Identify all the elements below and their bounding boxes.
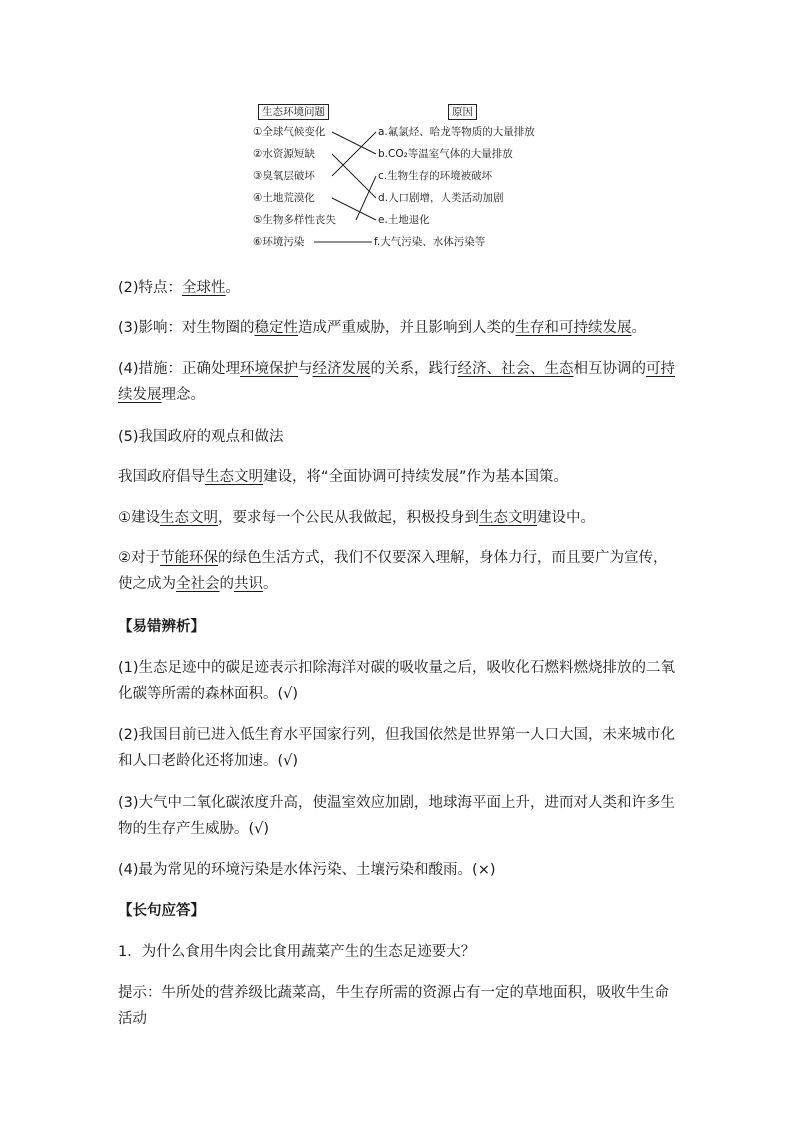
problem-cause-matching-diagram <box>250 100 550 260</box>
text: ①建设 <box>118 510 160 526</box>
underlined-term: 全社会 <box>176 576 220 592</box>
line-4-e <box>332 198 376 220</box>
underlined-term: 共识 <box>234 576 263 592</box>
problems-header: 生态环境问题 <box>258 104 329 120</box>
underlined-term: 生态文明 <box>479 510 537 526</box>
underlined-term: 全球性 <box>182 280 226 296</box>
text: (4)措施：正确处理 <box>118 361 241 377</box>
underlined-term: 经济、社会、生态 <box>457 361 574 377</box>
policy-paragraph <box>118 464 678 490</box>
impact-paragraph <box>118 315 678 341</box>
underlined-term: 生态文明 <box>205 469 263 485</box>
text: 相互协调的 <box>573 361 647 377</box>
text: 建设，将“全面协调可持续发展”作为基本国策。 <box>263 469 569 485</box>
underlined-term: 节能环保 <box>160 550 218 566</box>
problem-6: ⑥环境污染 <box>253 236 305 248</box>
underlined-term: 稳定性 <box>254 320 299 336</box>
error-item-2: (2)我国目前已进入低生育水平国家行列，但我国依然是世界第一人口大国，未来城市化和人口老龄化还将加速。(√) <box>118 727 676 769</box>
text: 。 <box>631 320 647 336</box>
problem-5: ⑤生物多样性丧失 <box>253 214 336 226</box>
line-5-c <box>356 176 376 220</box>
cause-b: b.CO₂等温室气体的大量排放 <box>378 148 513 160</box>
text: 造成严重威胁，并且影响到人类的 <box>298 320 516 336</box>
cause-c: c.生物生存的环境被破坏 <box>378 170 493 182</box>
text: 的 <box>219 576 234 592</box>
long-answer-heading: 【长句应答】 <box>118 903 205 919</box>
feature-paragraph <box>118 275 678 301</box>
text: 。 <box>263 576 278 592</box>
error-item-1: (1)生态足迹中的碳足迹表示扣除海洋对碳的吸收量之后，吸收化石燃料燃烧排放的二氧化碳等所需的森林面积。(√) <box>118 660 676 702</box>
underlined-term: 生存和可持续发展 <box>515 320 632 336</box>
cause-d: d.人口剧增，人类活动加剧 <box>378 192 504 204</box>
text: 的绿色生活方式，我们不仅要深入理解，身体力行，而且要广为宣传，使之成为 <box>118 550 668 592</box>
text: 与 <box>298 361 313 377</box>
measures-paragraph <box>118 356 678 408</box>
underlined-term: 生态文明 <box>160 510 218 526</box>
line-1-b <box>332 132 376 154</box>
answer-1: 提示：牛所处的营养级比蔬菜高，牛生存所需的资源占有一定的草地面积，吸收牛生命活动 <box>118 985 669 1027</box>
error-analysis-heading: 【易错辨析】 <box>118 619 205 635</box>
problem-3: ③臭氧层破坏 <box>253 170 315 182</box>
error-item-3: (3)大气中二氧化碳浓度升高，使温室效应加剧，地球海平面上升，进而对人类和许多生物的生存产生威胁。(√) <box>118 795 676 837</box>
underlined-term: 环境保护 <box>240 361 299 377</box>
green-lifestyle-paragraph <box>118 545 678 597</box>
cause-e: e.土地退化 <box>378 214 430 226</box>
government-heading: (5)我国政府的观点和做法 <box>118 429 284 445</box>
text: ②对于 <box>118 550 160 566</box>
text: (2)特点： <box>118 280 183 296</box>
text: 我国政府倡导 <box>118 469 205 485</box>
text: 的关系，践行 <box>370 361 458 377</box>
causes-header: 原因 <box>448 104 477 120</box>
text: 建设中。 <box>537 510 595 526</box>
text: 。 <box>225 280 241 296</box>
text: (3)影响：对生物圈的 <box>118 320 255 336</box>
cause-f: f.大气污染、水体污染等 <box>374 236 486 248</box>
error-item-4: (4)最为常见的环境污染是水体污染、土壤污染和酸雨。(×) <box>118 862 496 878</box>
question-1: 1．为什么食用牛肉会比食用蔬菜产生的生态足迹要大？ <box>118 944 476 960</box>
line-3-a <box>332 132 376 176</box>
text: 理念。 <box>161 387 205 403</box>
problem-2: ②水资源短缺 <box>253 148 315 160</box>
underlined-term: 经济发展 <box>312 361 371 377</box>
problem-4: ④土地荒漠化 <box>253 192 315 204</box>
cause-a: a.氟氯烃、哈龙等物质的大量排放 <box>378 126 535 138</box>
problem-1: ①全球气候变化 <box>253 126 326 138</box>
underlined-term: 可持续发展 <box>118 361 676 403</box>
ecological-civilization-paragraph <box>118 505 678 531</box>
text: ，要求每一个公民从我做起，积极投身到 <box>218 510 479 526</box>
